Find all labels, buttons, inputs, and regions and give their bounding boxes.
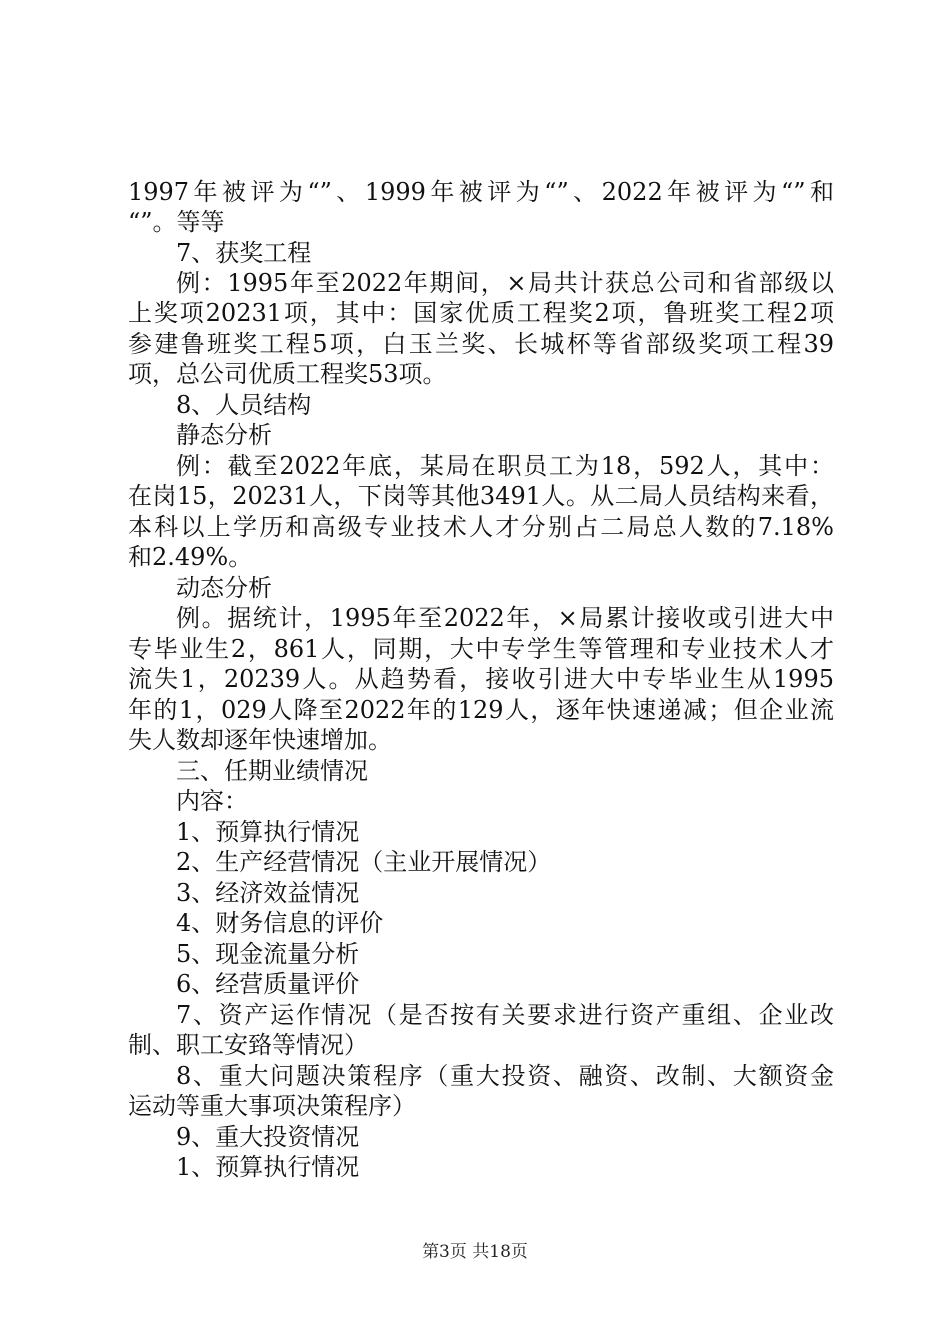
section-heading: 三、任期业绩情况 — [176, 757, 368, 785]
list-item: 5、现金流量分析 — [176, 940, 360, 968]
list-item: 2、生产经营情况（主业开展情况） — [176, 848, 552, 876]
text-line: 制、职工安臵等情况） — [128, 1031, 368, 1059]
text-line: 运动等重大事项决策程序） — [128, 1092, 416, 1120]
list-item: 3、经济效益情况 — [176, 879, 360, 907]
text-line: 年的1，029人降至2022年的129人，逐年快速递减；但企业流 — [128, 696, 834, 724]
list-item: 1、预算执行情况 — [176, 1153, 360, 1181]
text-line: 例。据统计，1995年至2022年，×局累计接收或引进大中 — [176, 604, 834, 632]
text-line: 和2.49%。 — [128, 543, 253, 571]
text-line: 1997年被评为“”、1999年被评为“”、2022年被评为“”和 — [128, 178, 834, 206]
text-line: 专毕业生2，861人，同期，大中专学生等管理和专业技术人才 — [128, 635, 834, 663]
list-item: 4、财务信息的评价 — [176, 909, 384, 937]
list-item: 7、资产运作情况（是否按有关要求进行资产重组、企业改 — [176, 1001, 834, 1029]
section-heading: 8、人员结构 — [176, 391, 312, 419]
text-line: 参建鲁班奖工程5项，白玉兰奖、长城杯等省部级奖项工程39 — [128, 330, 834, 358]
text-line: 内容： — [176, 787, 248, 815]
text-line: 例：1995年至2022年期间，×局共计获总公司和省部级以 — [176, 269, 834, 297]
text-line: 失人数却逐年快速增加。 — [128, 726, 392, 754]
list-item: 1、预算执行情况 — [176, 818, 360, 846]
list-item: 9、重大投资情况 — [176, 1123, 360, 1151]
list-item: 6、经营质量评价 — [176, 970, 360, 998]
text-line: 本科以上学历和高级专业技术人才分别占二局总人数的7.18% — [128, 513, 834, 541]
text-line: 流失1，20239人。从趋势看，接收引进大中专毕业生从1995 — [128, 665, 834, 693]
text-line: 上奖项20231项，其中：国家优质工程奖2项，鲁班奖工程2项 — [128, 299, 834, 327]
subsection-heading: 静态分析 — [176, 421, 272, 449]
text-line: “”。等等 — [128, 208, 225, 236]
subsection-heading: 动态分析 — [176, 574, 272, 602]
text-line: 例：截至2022年底，某局在职员工为18，592人，其中： — [176, 452, 834, 480]
list-item: 8、重大问题决策程序（重大投资、融资、改制、大额资金 — [176, 1062, 834, 1090]
section-heading: 7、获奖工程 — [176, 239, 312, 267]
page-number: 第3页 共18页 — [422, 1242, 528, 1262]
text-line: 在岗15，20231人，下岗等其他3491人。从二局人员结构来看， — [128, 482, 834, 510]
text-line: 项，总公司优质工程奖53项。 — [128, 360, 447, 388]
